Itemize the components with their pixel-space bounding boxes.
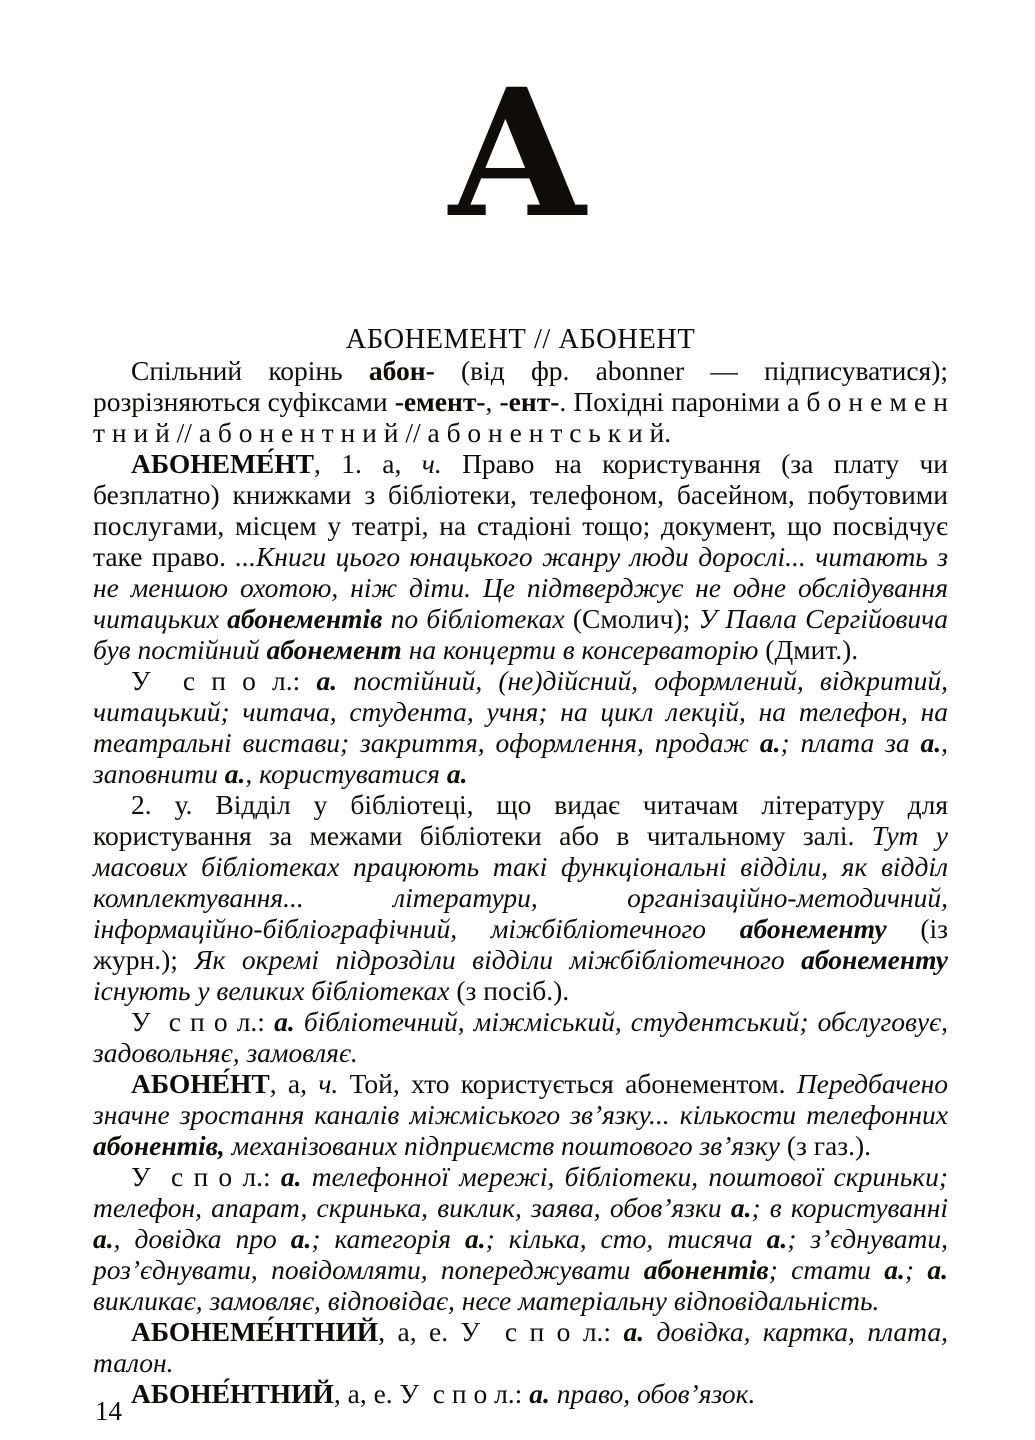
text-run: а. [93, 1223, 114, 1254]
text-run: У Павла Сергійовича був постійний [93, 603, 949, 665]
text-run: телефонної мережі, бібліотеки, поштової скриньки; телефон, апарат, скринька, виклик, заява, обов’язки [93, 1161, 948, 1223]
paragraph-abonement-sense-1-collocations [93, 665, 948, 789]
text-run: (з посіб.). [456, 975, 570, 1006]
text-run: а. [920, 727, 942, 758]
text-run: а. [465, 1223, 486, 1254]
text-run: а. [623, 1316, 645, 1347]
paragraph-abonement-sense-1 [93, 448, 948, 665]
text-run: Право на користування (за плату чи безплатно) книжками з бібліотеки, телефоном, басейном, побутовими послугами, місцем у театрі, на стадіоні тощо; документ, що посвідчує таке право. [93, 448, 948, 572]
text-run: ; категорія [311, 1223, 466, 1254]
paragraph-abonement-sense-2 [93, 789, 948, 1006]
paragraph-abonementnyi [93, 1316, 948, 1378]
text-run: а. [529, 1378, 550, 1409]
text-run: ; стати [768, 1254, 885, 1285]
text-run: , а, е. У с п о л.: [333, 1378, 530, 1409]
text-run: а. [224, 758, 246, 789]
text-run: . Похідні пароніми а б о н е м е н т н и й // а б о н е н т н и й // а б о н е н т с ь к и й. [93, 386, 948, 448]
text-run: а. [884, 1254, 905, 1285]
text-run: а. [446, 758, 468, 789]
text-run: АБОНЕМЕ́НТНИЙ [131, 1316, 379, 1347]
text-run: , довідка про [113, 1223, 291, 1254]
text-run: довідка, картка, плата, талон. [93, 1316, 948, 1378]
text-run: абонентів [643, 1254, 769, 1285]
text-run: (Смолич); [572, 603, 699, 634]
text-run: а. [290, 1223, 312, 1254]
paragraph-abonent-collocations [93, 1161, 948, 1316]
text-run: -емент- [394, 386, 486, 417]
text-run: Спільний корінь [131, 355, 369, 386]
text-run: абонентів, [93, 1130, 225, 1161]
text-run: абонемент [266, 634, 402, 665]
dictionary-article [0, 324, 1035, 1409]
text-run: ч. [421, 448, 442, 479]
text-run: викликає, замовляє, відповідає, несе матеріальну відповідальність. [93, 1285, 880, 1316]
text-run: , 1. а, [314, 448, 422, 479]
text-run: У с п о л.: [131, 1006, 275, 1037]
page-number: 14 [95, 1396, 122, 1426]
text-run: абон- [368, 355, 435, 386]
text-run: Той, хто користується абонементом. [338, 1068, 797, 1099]
text-run: ...Книги цього юнацького жанру люди дорослі... читають з не меншою охотою, ніж діти. Це підтверджує не одне обслідування читацьких [93, 541, 948, 634]
paragraph-abonent [93, 1068, 948, 1161]
text-run: (із журн.); [93, 913, 948, 975]
text-run: а. [766, 1223, 788, 1254]
text-run: АБОНЕМЕ́НТ [131, 448, 315, 479]
text-run: (Дмит.). [765, 634, 859, 665]
text-run: а. [759, 727, 781, 758]
text-run: , заповнити [93, 727, 948, 789]
paragraph-etymology [93, 355, 948, 448]
text-run: У с п о л.: [131, 665, 317, 696]
text-run: абонементів [227, 603, 383, 634]
text-run: , а, е. У с п о л.: [378, 1316, 624, 1347]
text-run: а. [280, 1161, 302, 1192]
paragraph-abonement-sense-2-collocations [93, 1006, 948, 1068]
text-run: , користуватися [245, 758, 447, 789]
text-run: ; кілька, сто, тисяча [485, 1223, 767, 1254]
text-run: по бібліотеках [382, 603, 573, 634]
text-run: , а, [269, 1068, 319, 1099]
text-run: , [485, 386, 500, 417]
text-run: а. [730, 1192, 752, 1223]
text-run: -ент- [499, 386, 560, 417]
text-run: ч. [318, 1068, 339, 1099]
text-run: механізованих підприємств поштового зв’язку [224, 1130, 787, 1161]
text-run: (з газ.). [786, 1130, 871, 1161]
text-run: існують у великих бібліотеках [93, 975, 457, 1006]
text-run: Тут у масових бібліотеках працюють такі функціональні відділи, як відділ комплектування... літератури, організаційно-методичний, інформаційно-бібліографічний, міжбібліотечного [93, 820, 948, 944]
text-run: У с п о л.: [131, 1161, 281, 1192]
text-run: а. [274, 1006, 295, 1037]
text-run: на концерти в консерваторію [401, 634, 766, 665]
text-run: абонементу [801, 944, 948, 975]
text-run: ; в користуванні [751, 1192, 948, 1223]
text-run: постійний, (не)дійсний, оформлений, відкритий, читацький; читача, студента, учня; на цикл лекцій, на телефон, на театральні вистави; закриття, оформлення, продаж [93, 665, 948, 758]
text-run: бібліотечний, міжміський, студентський; обслуговує, задовольняє, замовляє. [93, 1006, 949, 1068]
text-run: Як окремі підрозділи відділи міжбібліотечного [194, 944, 802, 975]
text-run: 2. у. Відділ у бібліотеці, що видає читачам літературу для користування за межами бібліотеки або в читальному залі. [93, 789, 948, 851]
text-run: АБОНЕ́НТНИЙ [131, 1378, 334, 1409]
text-run: Передбачено значне зростання каналів міжміського зв’язку... кількости телефонних [93, 1068, 948, 1130]
text-run: а. [316, 665, 338, 696]
text-run: абонементу [739, 913, 887, 944]
text-run: ; плата за [780, 727, 921, 758]
text-run: право, обов’язок. [549, 1378, 756, 1409]
text-run: а. [927, 1254, 948, 1285]
article-title: АБОНЕМЕНТ // АБОНЕНТ [345, 324, 696, 355]
text-run: АБОНЕ́НТ [131, 1068, 270, 1099]
text-run: ; з’єднувати, роз’єднувати, повідомляти, попереджувати [93, 1223, 948, 1285]
paragraph-abonentnyi [93, 1378, 948, 1409]
text-run: ; [904, 1254, 928, 1285]
section-letter: А [445, 50, 590, 257]
text-run: (від фр. abonner — підписуватися); розрізняються суфіксами [93, 355, 949, 417]
